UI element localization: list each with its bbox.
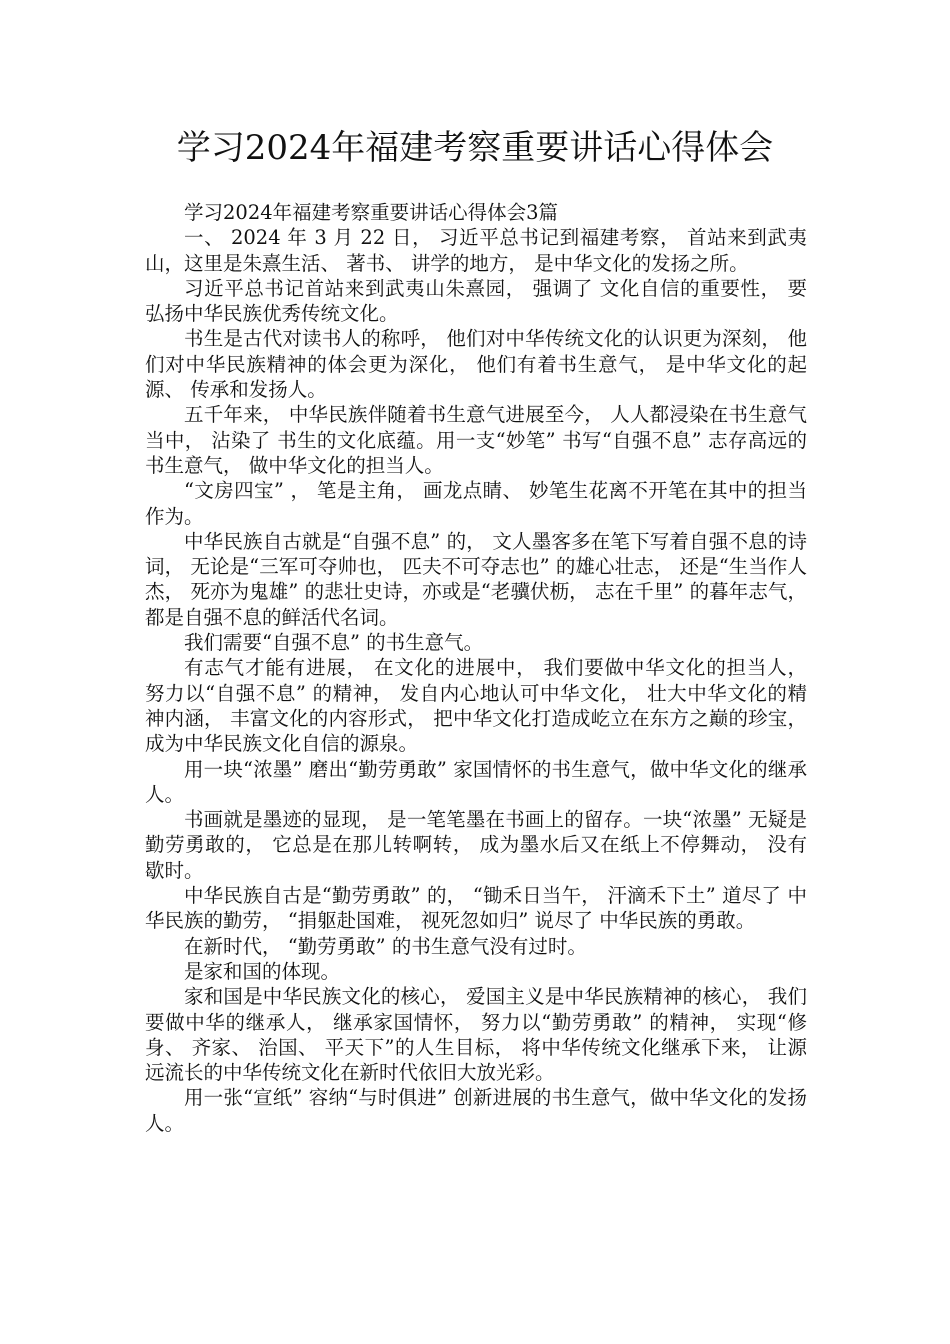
- paragraph: 在新时代， “勤劳勇敢” 的书生意气没有过时。: [184, 934, 587, 958]
- paragraph: 五千年来， 中华民族伴随着书生意气进展至今， 人人都浸染在书生意气当中， 沾染了 书生的文化底蕴。用一支“妙笔” 书写“自强不息” 志存高远的书生意气， 做中华文化的担当人。: [145, 403, 807, 477]
- paragraph: 家和国是中华民族文化的核心， 爱国主义是中华民族精神的核心， 我们要做中华的继承人， 继承家国情怀， 努力以“勤劳勇敢” 的精神， 实现“修身、 齐家、 治国、 平天下”的人生目标， 将中华传统文化继承下来， 让源远流长的中华传统文化在新时代依旧大放光彩。: [145, 985, 807, 1085]
- paragraph: 我们需要“自强不息” 的书生意气。: [184, 631, 484, 655]
- paragraph: 书生是古代对读书人的称呼， 他们对中华传统文化的认识更为深刻， 他们对中华民族精神的体会更为深化， 他们有着书生意气， 是中华文化的起源、 传承和发扬人。: [145, 327, 807, 402]
- paragraph: 中华民族自古是“勤劳勇敢” 的， “锄禾日当午， 汗滴禾下土” 道尽了 中华民族的勤劳， “捐躯赴国难， 视死忽如归” 说尽了 中华民族的勇敢。: [145, 884, 807, 933]
- paragraph: 习近平总书记首站来到武夷山朱熹园， 强调了 文化自信的重要性， 要弘扬中华民族优秀传统文化。: [145, 276, 807, 326]
- paragraph: “文房四宝” ， 笔是主角， 画龙点睛、 妙笔生花离不开笔在其中的担当作为。: [145, 479, 807, 528]
- paragraph: 一、 2024 年 3 月 22 日， 习近平总书记到福建考察， 首站来到武夷山，这里是朱熹生活、 著书、 讲学的地方， 是中华文化的发扬之所。: [145, 226, 807, 275]
- document-body: [145, 200, 807, 1136]
- document-title: 学习2024年福建考察重要讲话心得体会: [176, 128, 774, 168]
- paragraph: 中华民族自古就是“自强不息” 的， 文人墨客多在笔下写着自强不息的诗词， 无论是“三军可夺帅也， 匹夫不可夺志也” 的雄心壮志， 还是“生当作人杰， 死亦为鬼雄” 的悲壮史诗，亦或是“老骥伏枥， 志在千里” 的暮年志气， 都是自强不息的鲜活代名词。: [145, 529, 807, 629]
- paragraph: 有志气才能有进展， 在文化的进展中， 我们要做中华文化的担当人， 努力以“自强不息” 的精神， 发自内心地认可中华文化， 壮大中华文化的精神内涵， 丰富文化的内容形式， 把中华文化打造成屹立在东方之巅的珍宝， 成为中华民族文化自信的源泉。: [145, 656, 807, 756]
- subtitle-line: 学习2024年福建考察重要讲话心得体会3篇: [184, 201, 559, 224]
- paragraph: 是家和国的体现。: [184, 959, 341, 983]
- paragraph: 书画就是墨迹的显现， 是一笔笔墨在书画上的留存。一块“浓墨” 无疑是勤劳勇敢的， 它总是在那儿转啊转， 成为墨水后又在纸上不停舞动， 没有歇时。: [145, 808, 807, 882]
- paragraph: 用一张“宣纸” 容纳“与时俱进” 创新进展的书生意气，做中华文化的发扬人。: [145, 1086, 807, 1135]
- paragraph: 用一块“浓墨” 磨出“勤劳勇敢” 家国情怀的书生意气，做中华文化的继承人。: [145, 757, 807, 806]
